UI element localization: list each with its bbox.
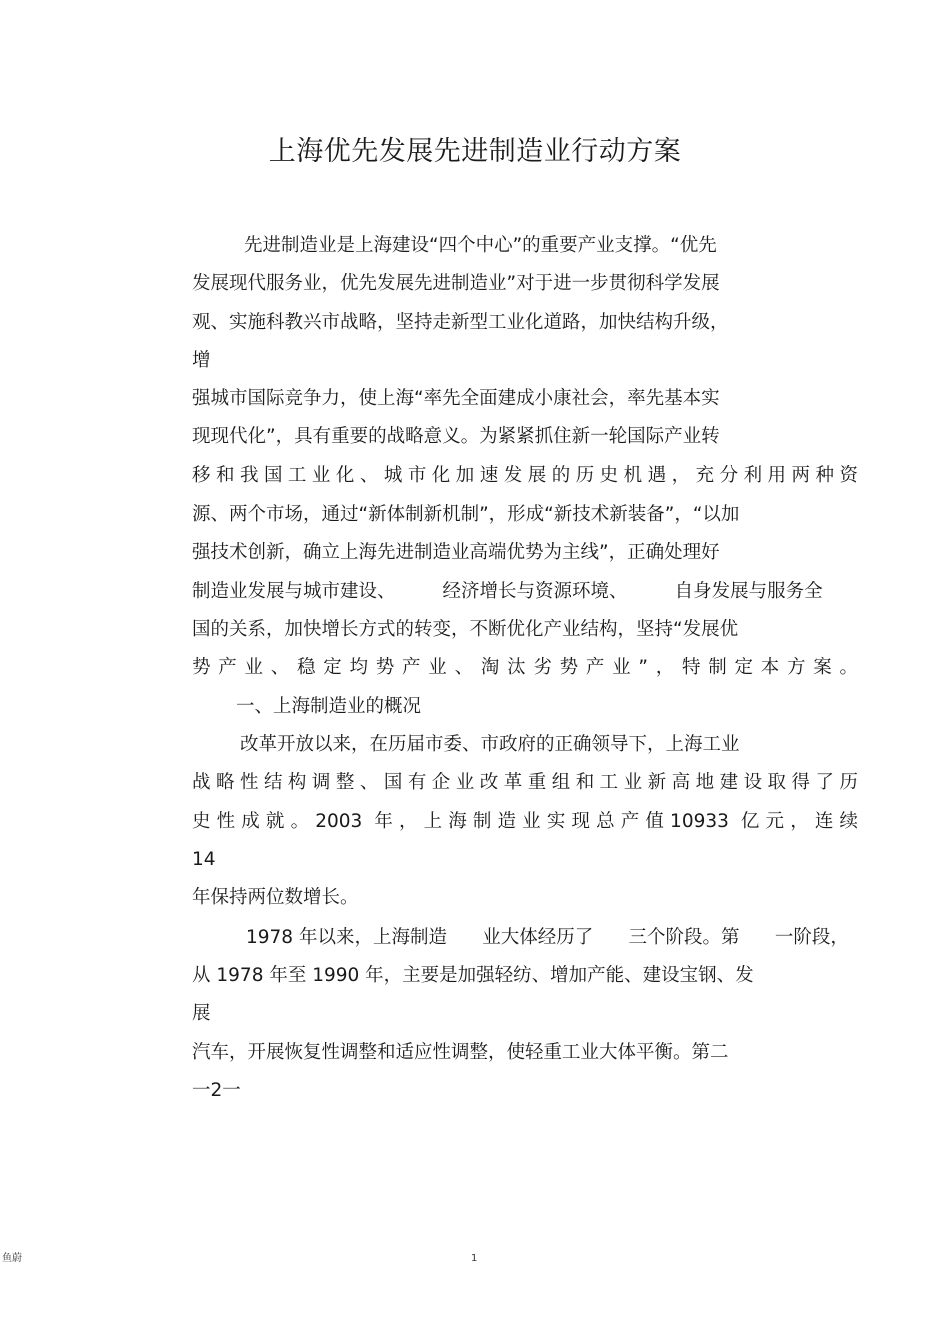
body-line: 从 1978 年至 1990 年，主要是加强轻纺、增加产能、建设宝钢、发 — [192, 965, 754, 986]
body-line: 国的关系，加快增长方式的转变，不断优化产业结构，坚持“发展优 — [192, 619, 739, 640]
page-number: 1 — [471, 1253, 478, 1264]
body-line: 现现代化”，具有重要的战略意义。为紧紧抓住新一轮国际产业转 — [192, 426, 720, 447]
body-line: 发展现代服务业，优先发展先进制造业”对于进一步贯彻科学发展 — [192, 273, 720, 294]
body-line: 汽车，开展恢复性调整和适应性调整，使轻重工业大体平衡。第二 — [192, 1042, 729, 1063]
section-heading: 一、上海制造业的概况 — [236, 696, 422, 717]
body-line: 史性成就。2003 年，上海制造业实现总产值10933 亿元，连续 — [192, 811, 858, 832]
body-line: 年保持两位数增长。 — [192, 887, 359, 908]
document-title: 上海优先发展先进制造业行动方案 — [268, 136, 682, 167]
body-line: 观、实施科教兴市战略，坚持走新型工业化道路，加快结构升级， — [192, 312, 729, 333]
body-line: 1978 年以来，上海制造 业大体经历了 三个阶段。第 一阶段， — [246, 927, 849, 948]
body-line: 强技术创新，确立上海先进制造业高端优势为主线”，正确处理好 — [192, 542, 720, 563]
body-line: 战略性结构调整、国有企业改革重组和工业新高地建设取得了历 — [192, 772, 858, 793]
body-line: 展 — [192, 1003, 211, 1024]
body-line: 14 — [192, 849, 216, 870]
body-line: 增 — [192, 350, 211, 371]
body-line: 制造业发展与城市建设、 经济增长与资源环境、 自身发展与服务全 — [192, 581, 823, 602]
footer-watermark: 鱼蔚 — [2, 1253, 22, 1264]
body-line: 移和我国工业化、城市化加速发展的历史机遇，充分利用两种资 — [192, 465, 858, 486]
body-line: 改革开放以来，在历届市委、市政府的正确领导下，上海工业 — [240, 734, 740, 755]
body-line: 势产业、稳定均势产业、淘汰劣势产业”，特制定本方案。 — [192, 657, 858, 678]
body-line: 强城市国际竞争力，使上海“率先全面建成小康社会，率先基本实 — [192, 388, 720, 409]
body-line: 源、两个市场，通过“新体制新机制”，形成“新技术新装备”，“以加 — [192, 504, 740, 525]
body-line: 先进制造业是上海建设“四个中心”的重要产业支撑。“优先 — [244, 235, 717, 256]
inline-page-marker: 一2一 — [192, 1080, 241, 1101]
